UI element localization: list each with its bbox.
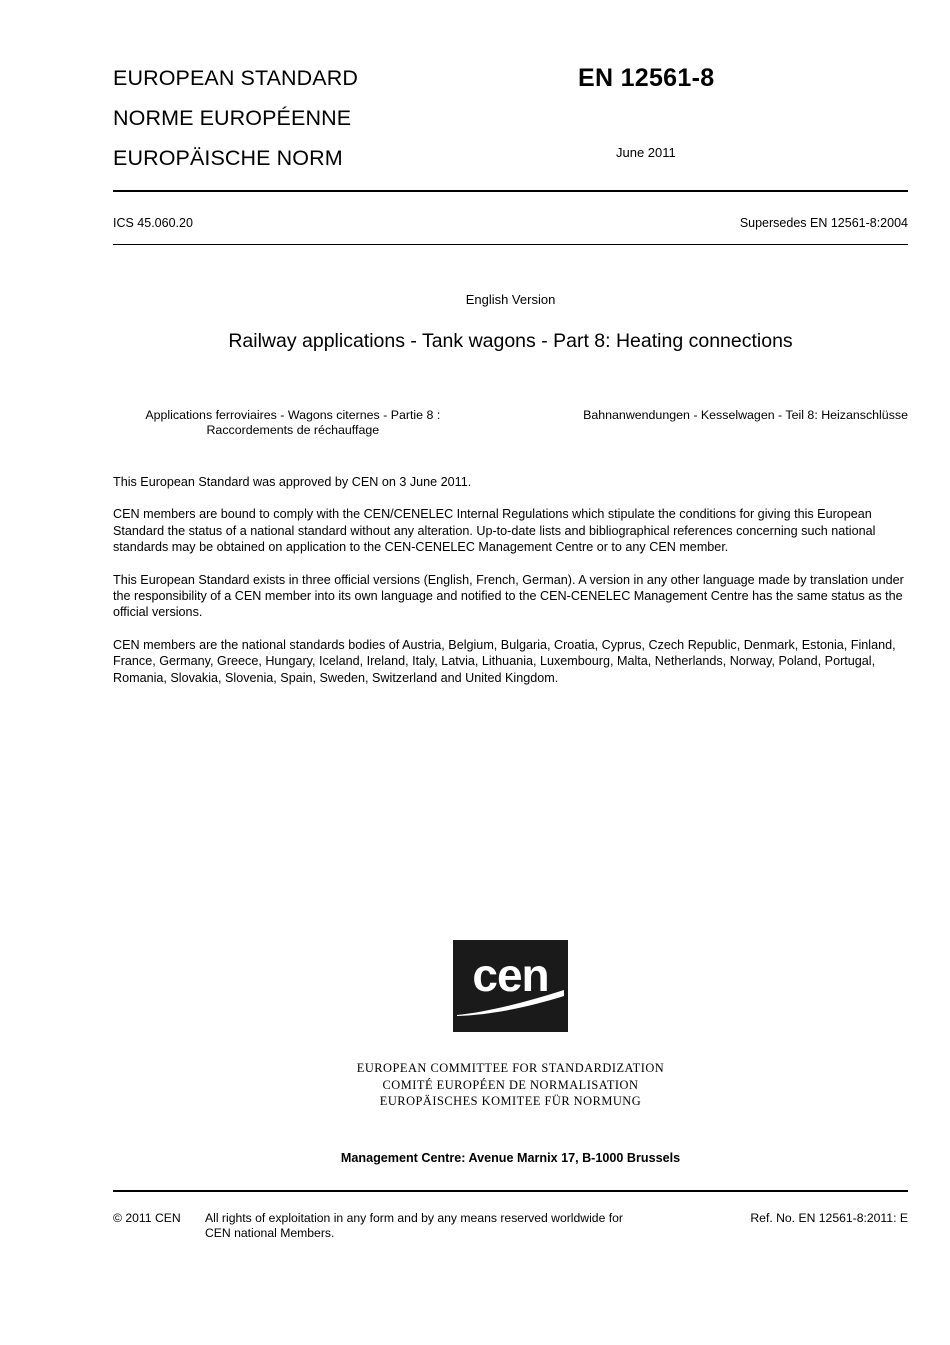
header-divider-bottom bbox=[113, 244, 908, 245]
footer-left bbox=[113, 1211, 673, 1241]
french-title: Applications ferroviaires - Wagons citernes - Partie 8 : Raccordements de réchauffage bbox=[145, 408, 441, 437]
standard-name-list bbox=[113, 58, 443, 178]
copyright-notice: © 2011 CEN bbox=[113, 1211, 181, 1225]
cen-logo-container bbox=[113, 940, 908, 1037]
organisation-name-fr: COMITÉ EUROPÉEN DE NORMALISATION bbox=[382, 1077, 639, 1092]
reference-number: Ref. No. EN 12561-8:2011: E bbox=[750, 1211, 908, 1225]
rights-notice: All rights of exploitation in any form and by any means reserved worldwide for CEN national Members. bbox=[205, 1211, 623, 1240]
german-title: Bahnanwendungen - Kesselwagen - Teil 8: Heizanschlüsse bbox=[583, 408, 908, 422]
header-divider-top bbox=[113, 190, 908, 192]
paragraph-versions: This European Standard exists in three official versions (English, French, German). A version in any other language made by translation under the responsibility of a CEN member into its own language and notified to the CEN-CENELEC Management Centre has the same status as the official versions. bbox=[113, 572, 904, 620]
footer-divider bbox=[113, 1190, 908, 1192]
ics-row bbox=[113, 216, 908, 230]
alternate-titles bbox=[113, 408, 908, 438]
standard-name-fr: NORME EUROPÉENNE bbox=[113, 106, 352, 130]
publication-date: June 2011 bbox=[616, 145, 676, 160]
organisation-names bbox=[113, 1060, 908, 1110]
supersedes-note: Supersedes EN 12561-8:2004 bbox=[739, 216, 908, 230]
english-version-label: English Version bbox=[465, 292, 556, 307]
page-title: Railway applications - Tank wagons - Part 8: Heating connections bbox=[228, 330, 793, 352]
cen-logo bbox=[453, 940, 568, 1032]
document-header bbox=[113, 58, 908, 178]
standard-name-en: EUROPEAN STANDARD bbox=[113, 66, 359, 90]
paragraph-members: CEN members are the national standards bodies of Austria, Belgium, Bulgaria, Croatia, Cyprus, Czech Republic, Denmark, Estonia, Finland, France, Germany, Greece, Hungary, Iceland, Ireland, Italy, Latvia, Lithuania, Luxembourg, Malta, Netherlands, Norway, Poland, Portugal, Romania, Slovakia, Slovenia, Spain, Sweden, Switzerland and United Kingdom. bbox=[113, 637, 896, 685]
ics-code: ICS 45.060.20 bbox=[113, 216, 193, 230]
cen-wordmark: cen bbox=[472, 949, 549, 1001]
page-content bbox=[113, 0, 908, 1345]
management-centre-address: Management Centre: Avenue Marnix 17, B-1000 Brussels bbox=[340, 1151, 681, 1165]
body-paragraphs bbox=[113, 474, 908, 702]
organisation-name-en: EUROPEAN COMMITTEE FOR STANDARDIZATION bbox=[356, 1061, 665, 1075]
organisation-name-de: EUROPÄISCHES KOMITEE FÜR NORMUNG bbox=[379, 1094, 642, 1108]
cen-swoosh-icon bbox=[457, 990, 564, 1016]
standard-name-de: EUROPÄISCHE NORM bbox=[113, 146, 343, 170]
paragraph-compliance: CEN members are bound to comply with the CEN/CENELEC Internal Regulations which stipulate the conditions for giving this European Standard the status of a national standard without any alteration. Up-to-date lists and bibliographical references concerning such national standards may be obtained on application to the CEN-CENELEC Management Centre or to any CEN member. bbox=[113, 507, 876, 555]
standard-number: EN 12561-8 bbox=[578, 64, 715, 92]
standard-number-column bbox=[443, 58, 908, 160]
title-row bbox=[113, 58, 908, 178]
paragraph-approval: This European Standard was approved by CEN on 3 June 2011. bbox=[113, 475, 472, 489]
